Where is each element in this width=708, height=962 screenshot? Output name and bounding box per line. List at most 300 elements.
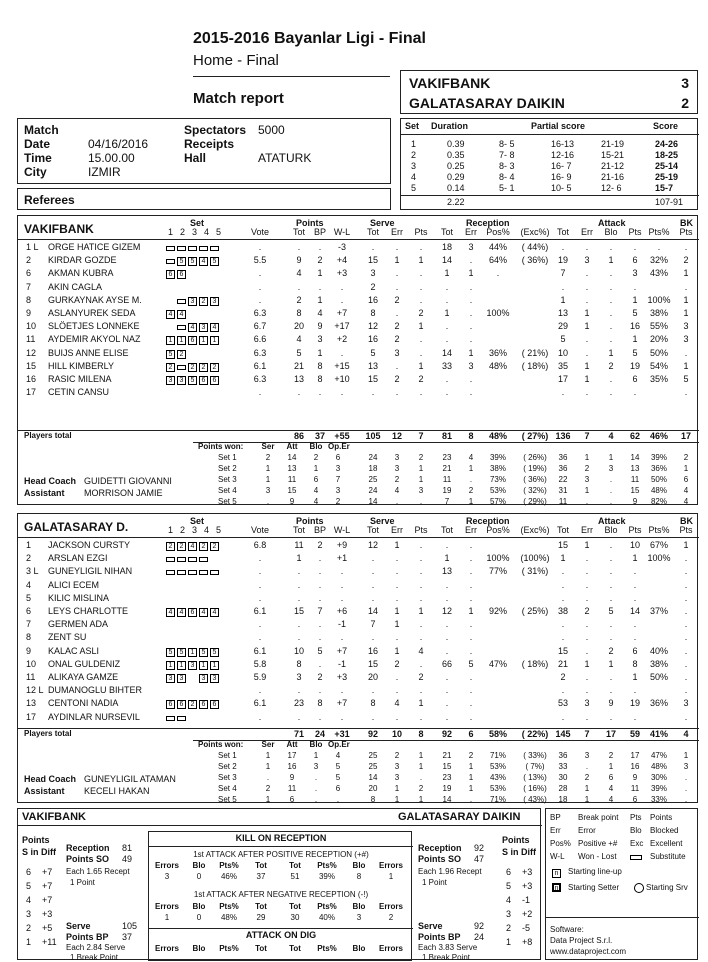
stat-r_tot: . bbox=[445, 281, 449, 292]
pw-blo: 6 bbox=[313, 475, 319, 484]
stat-s_pts: . bbox=[419, 242, 423, 252]
player-name: BUIJS ANNE ELISE bbox=[48, 347, 129, 358]
header-divider bbox=[18, 239, 699, 240]
set-stat-s_tot: 24 bbox=[368, 486, 378, 495]
stat-a_blo: 2 bbox=[608, 645, 614, 656]
stat-s_tot: 5 bbox=[370, 347, 376, 358]
pos-value: 0 bbox=[196, 872, 202, 881]
player-name: AKMAN KUBRA bbox=[48, 268, 114, 279]
stat-tot: 20 bbox=[293, 321, 304, 332]
player-name: KILIC MISLINA bbox=[48, 592, 110, 603]
assistant-name: KECELI HAKAN bbox=[84, 786, 150, 796]
neg-value: 30 bbox=[290, 913, 300, 922]
partial-21: 21-16 bbox=[601, 172, 625, 182]
player-name: SLÖETJES LONNEKE bbox=[48, 321, 140, 332]
stat-tot: 23 bbox=[293, 698, 304, 709]
pw-op: 5 bbox=[335, 773, 341, 782]
stat-a_ptsp: 67% bbox=[649, 540, 668, 550]
partial-21: 21-12 bbox=[601, 161, 625, 171]
set-duration: 0.35 bbox=[447, 150, 465, 160]
set-rotation-box: 3 bbox=[199, 674, 208, 683]
total-tot: 86 bbox=[293, 431, 304, 441]
stat-wl: +10 bbox=[334, 374, 350, 384]
stat-a_pts: 14 bbox=[629, 606, 640, 616]
stat-vote: 6.1 bbox=[253, 645, 267, 656]
stat-a_tot: 2 bbox=[560, 672, 566, 682]
each-serve-a: Each 2.84 Serve bbox=[66, 943, 126, 952]
player-number: 1 bbox=[26, 540, 32, 550]
stat-s_err: 2 bbox=[394, 658, 400, 669]
stat-tot: . bbox=[297, 632, 301, 643]
reception-label-b: Reception bbox=[418, 843, 462, 853]
stat-r_err: . bbox=[469, 334, 473, 345]
stat-a_blo: . bbox=[609, 321, 613, 332]
stat-s_tot: 15 bbox=[367, 374, 378, 384]
stat-a_err: . bbox=[585, 242, 589, 252]
stat-a_pts: 1 bbox=[632, 553, 638, 564]
stat-a_pts: . bbox=[633, 242, 637, 252]
player-name: KALAC ASLI bbox=[48, 645, 100, 656]
set-stat-a_err: 3 bbox=[584, 475, 590, 484]
stat-tot: 1 bbox=[296, 553, 302, 564]
pw-ser: 1 bbox=[265, 475, 271, 484]
stat-s_tot: . bbox=[371, 566, 375, 577]
kill-col-header: Errors bbox=[378, 902, 403, 911]
serve-header: Serve bbox=[370, 218, 395, 228]
set-stat-a_blo: . bbox=[609, 475, 613, 484]
col-header-r_pos: Pos% bbox=[486, 525, 510, 535]
stat-a_tot: . bbox=[561, 387, 565, 398]
stat-bk: . bbox=[684, 672, 688, 682]
set-played-marker bbox=[166, 259, 175, 264]
stat-tot: 10 bbox=[293, 645, 304, 656]
set-rotation-box: 6 bbox=[166, 270, 175, 279]
partial-8: 5- 1 bbox=[499, 183, 515, 193]
set-rotation-box: 1 bbox=[210, 661, 219, 670]
stat-tot: 2 bbox=[296, 294, 302, 305]
legend-starting: Starting line-up bbox=[568, 867, 622, 876]
stat-s_err: . bbox=[395, 308, 399, 318]
stat-s_pts: . bbox=[419, 294, 423, 305]
stat-a_blo: . bbox=[609, 268, 613, 279]
stat-tot: 13 bbox=[293, 374, 304, 384]
col-header-r_pos: Pos% bbox=[486, 227, 510, 237]
player-number: 12 L bbox=[26, 685, 44, 696]
stat-r_pos: 92% bbox=[488, 606, 507, 616]
stat-a_tot: 15 bbox=[557, 645, 568, 656]
col-header-bp: BP bbox=[313, 525, 326, 535]
rotation-s: 5 bbox=[506, 881, 512, 891]
stat-bk: 5 bbox=[683, 374, 689, 384]
stat-s_tot: 8 bbox=[370, 308, 376, 318]
stat-r_exc: ( 44%) bbox=[521, 242, 549, 252]
stat-s_tot: 14 bbox=[367, 606, 378, 616]
set-row-label: Set 1 bbox=[218, 751, 237, 760]
stat-s_err: 2 bbox=[394, 321, 400, 332]
player-number: 4 bbox=[26, 579, 32, 590]
stat-r_exc: ( 25%) bbox=[521, 606, 549, 616]
stat-tot: 9 bbox=[296, 255, 302, 266]
pw-header: Att bbox=[286, 442, 298, 451]
stat-r_err: . bbox=[469, 321, 473, 332]
legend-box bbox=[545, 808, 698, 960]
pw-att: 15 bbox=[287, 486, 297, 495]
set-rotation-box: 4 bbox=[199, 608, 208, 617]
stat-a_tot: . bbox=[561, 566, 565, 577]
player-number: 11 bbox=[26, 334, 36, 345]
stat-r_err: . bbox=[469, 540, 473, 550]
legend-key: Exc bbox=[630, 839, 644, 848]
stat-a_blo: . bbox=[609, 711, 613, 722]
pw-op: 3 bbox=[335, 464, 341, 473]
stat-s_pts: . bbox=[419, 579, 423, 590]
stat-a_blo: . bbox=[609, 685, 613, 696]
pw-op: . bbox=[336, 795, 340, 804]
stat-bk: . bbox=[684, 658, 688, 669]
stat-a_err: . bbox=[585, 294, 589, 305]
set-duration: 0.29 bbox=[447, 172, 465, 182]
partial-16: 16- 9 bbox=[551, 172, 572, 182]
stat-a_blo: . bbox=[609, 619, 613, 630]
dig-col-header: Tot bbox=[255, 944, 267, 953]
pos-title: 1st ATTACK AFTER POSITIVE RECEPTION (+#) bbox=[193, 850, 369, 859]
set-stat-s_pts: 1 bbox=[418, 464, 424, 473]
col-header-r_tot: Tot bbox=[440, 227, 453, 237]
stat-bk: 3 bbox=[683, 698, 689, 709]
set-score: 18-25 bbox=[655, 150, 679, 160]
set-header: Set bbox=[190, 218, 205, 228]
total-s_pts: 7 bbox=[418, 431, 424, 441]
final-score-box bbox=[400, 70, 698, 114]
set-stat-s_err: 3 bbox=[394, 464, 400, 473]
stat-a_blo: . bbox=[609, 374, 613, 384]
stat-a_blo: . bbox=[609, 294, 613, 305]
set-stat-r_tot: 14 bbox=[442, 795, 452, 804]
stat-vote: . bbox=[258, 711, 262, 722]
set-rotation-box: 4 bbox=[177, 310, 186, 319]
set-stat-a_err: 1 bbox=[584, 784, 590, 793]
stat-s_tot: 20 bbox=[367, 672, 378, 682]
team-b-name: GALATASARAY DAIKIN bbox=[409, 95, 565, 111]
set-stat-r_exc: ( 36%) bbox=[523, 475, 547, 484]
legend-setter: Starting Setter bbox=[568, 883, 620, 892]
stat-r_err: . bbox=[469, 566, 473, 577]
col-header-a_tot: Tot bbox=[556, 525, 569, 535]
stat-s_err: 2 bbox=[394, 374, 400, 384]
stat-r_pos: 77% bbox=[488, 566, 507, 577]
stat-a_err: . bbox=[585, 387, 589, 398]
stat-r_tot: 33 bbox=[441, 360, 452, 371]
stat-s_err: . bbox=[395, 592, 399, 603]
assistant-name: MORRISON JAMIE bbox=[84, 488, 163, 498]
team-name: GALATASARAY D. bbox=[24, 520, 129, 534]
stat-a_tot: 17 bbox=[557, 374, 568, 384]
stat-a_err: 1 bbox=[584, 321, 590, 332]
stat-bp: . bbox=[318, 658, 322, 669]
player-number: 13 bbox=[26, 698, 37, 709]
stat-s_tot: 16 bbox=[367, 294, 378, 305]
set-stat-r_err: 2 bbox=[468, 486, 474, 495]
set-stat-r_tot: 23 bbox=[442, 453, 452, 462]
serve-value-a: 105 bbox=[122, 921, 138, 931]
pointsbp-value-b: 24 bbox=[474, 932, 485, 942]
player-name: GERMEN ADA bbox=[48, 619, 109, 630]
stat-r_err: . bbox=[469, 698, 473, 709]
rotation-s: 2 bbox=[26, 923, 32, 933]
pw-blo: . bbox=[314, 795, 318, 804]
stat-r_err: 1 bbox=[468, 268, 474, 279]
attack-header: Attack bbox=[598, 218, 626, 228]
col-header-vote: Vote bbox=[250, 525, 270, 535]
set-stat-a_ptsp: 33% bbox=[650, 795, 667, 804]
stat-r_err: . bbox=[469, 579, 473, 590]
set-stat-a_pts: 11 bbox=[630, 784, 640, 793]
set-stat-s_pts: 1 bbox=[418, 751, 424, 760]
stat-wl: +15 bbox=[334, 360, 350, 371]
total-divider bbox=[18, 728, 699, 729]
set-stat-a_ptsp: 48% bbox=[650, 762, 667, 771]
stat-r_tot: . bbox=[445, 294, 449, 305]
pw-op: 3 bbox=[335, 486, 341, 495]
stat-a_tot: 5 bbox=[560, 334, 566, 345]
stat-a_pts: 5 bbox=[632, 308, 638, 318]
total-r_pos: 58% bbox=[488, 729, 507, 739]
stat-wl: . bbox=[340, 566, 344, 577]
stat-tot: 15 bbox=[293, 606, 304, 616]
player-name: DUMANOGLU BIHTER bbox=[48, 685, 143, 696]
stat-s_err: . bbox=[395, 242, 399, 252]
header-divider bbox=[18, 537, 699, 538]
team-b-section bbox=[17, 513, 698, 803]
set-rotation-box: 3 bbox=[166, 674, 175, 683]
player-number: 6 bbox=[26, 606, 32, 616]
legend-value: Blocked bbox=[650, 826, 679, 835]
stat-s_pts: 1 bbox=[418, 255, 424, 266]
pos-value: 39% bbox=[318, 872, 335, 881]
set-number: 5 bbox=[411, 183, 417, 193]
set-stat-a_tot: 36 bbox=[558, 751, 568, 760]
team-a-section bbox=[17, 215, 698, 505]
points-header: Points bbox=[296, 218, 324, 228]
total-s_pts: 8 bbox=[418, 729, 424, 739]
set-stat-s_tot: 25 bbox=[368, 751, 378, 760]
player-name: ONAL GULDENIZ bbox=[48, 658, 121, 669]
set-stat-a_blo: 6 bbox=[608, 773, 614, 782]
col-header-a_pts: Pts bbox=[628, 525, 642, 535]
set-number: 3 bbox=[411, 161, 417, 171]
set-stat-s_err: 1 bbox=[394, 795, 400, 804]
total-a_ptsp: 46% bbox=[649, 431, 668, 441]
stat-s_pts: 4 bbox=[418, 645, 424, 656]
set-stat-s_tot: 20 bbox=[368, 784, 378, 793]
pw-op: 4 bbox=[335, 751, 341, 760]
stat-s_err: 1 bbox=[394, 606, 400, 616]
set-stat-r_exc: ( 32%) bbox=[523, 486, 547, 495]
city-value: IZMIR bbox=[88, 165, 121, 179]
set-stat-s_err: 2 bbox=[394, 751, 400, 760]
total-a_err: 7 bbox=[584, 431, 590, 441]
rotation-s: 2 bbox=[506, 923, 512, 933]
stat-vote: . bbox=[258, 579, 262, 590]
stat-r_tot: . bbox=[445, 619, 449, 630]
neg-value: 40% bbox=[318, 913, 335, 922]
set-played-marker bbox=[210, 570, 219, 575]
pw-blo: 1 bbox=[313, 464, 319, 473]
stat-s_err: . bbox=[395, 268, 399, 279]
set-stat-a_err: 3 bbox=[584, 751, 590, 760]
rotation-s: 5 bbox=[26, 881, 32, 891]
set-row-label: Set 2 bbox=[218, 762, 237, 771]
stat-wl: . bbox=[340, 281, 344, 292]
stat-r_tot: . bbox=[445, 334, 449, 345]
set-stat-r_pos: 39% bbox=[489, 453, 506, 462]
dig-divider bbox=[149, 928, 413, 929]
player-name: AKIN CAGLA bbox=[48, 281, 103, 292]
stat-a_ptsp: . bbox=[657, 242, 661, 252]
stat-r_tot: . bbox=[445, 645, 449, 656]
set-stat-bk: 3 bbox=[683, 762, 689, 771]
set-rotation-box: 4 bbox=[210, 608, 219, 617]
set-stat-s_tot: 18 bbox=[368, 464, 378, 473]
player-number: 8 bbox=[26, 632, 32, 643]
set-stat-a_ptsp: 48% bbox=[650, 486, 667, 495]
stat-a_blo: . bbox=[609, 566, 613, 577]
stat-a_err: 1 bbox=[584, 374, 590, 384]
stat-a_ptsp: 38% bbox=[649, 308, 668, 318]
stat-s_err: . bbox=[395, 672, 399, 682]
rotation-diff: +5 bbox=[42, 923, 53, 933]
stat-s_err: . bbox=[395, 711, 399, 722]
set-rotation-box: 2 bbox=[188, 363, 197, 372]
set-stat-a_ptsp: 39% bbox=[650, 784, 667, 793]
set-rotation-box: 3 bbox=[166, 376, 175, 385]
stat-r_err: . bbox=[469, 281, 473, 292]
stat-wl: . bbox=[340, 685, 344, 696]
set-stat-r_tot: 23 bbox=[442, 773, 452, 782]
stat-a_err: . bbox=[585, 645, 589, 656]
referees-box bbox=[17, 188, 391, 210]
set-rotation-box: 1 bbox=[177, 661, 186, 670]
stat-a_err: . bbox=[585, 566, 589, 577]
set-stat-s_pts: 1 bbox=[418, 762, 424, 771]
stat-a_err: . bbox=[585, 592, 589, 603]
dig-title: ATTACK ON DIG bbox=[245, 930, 317, 940]
total-a_blo: 17 bbox=[605, 729, 616, 739]
neg-title: 1st ATTACK AFTER NEGATIVE RECEPTION (-!) bbox=[193, 890, 369, 899]
stat-bp: 9 bbox=[317, 321, 323, 332]
set-rotation-box: 4 bbox=[199, 257, 208, 266]
hall-label: Hall bbox=[184, 151, 207, 165]
stat-r_pos: 100% bbox=[486, 553, 510, 564]
stat-tot: . bbox=[297, 711, 301, 722]
stat-s_tot: 16 bbox=[367, 645, 378, 656]
stat-tot: 8 bbox=[296, 658, 302, 669]
set-stat-r_tot: 21 bbox=[442, 751, 452, 760]
page-title: 2015-2016 Bayanlar Ligi - Final bbox=[193, 30, 426, 47]
stat-s_pts: . bbox=[419, 334, 423, 345]
stat-bk: . bbox=[684, 566, 688, 577]
legend-divider bbox=[546, 917, 699, 918]
rotation-s: 1 bbox=[506, 937, 512, 947]
stat-a_pts: 8 bbox=[632, 658, 638, 669]
pw-att: 17 bbox=[287, 751, 297, 760]
set-stat-r_err: 1 bbox=[468, 773, 474, 782]
stat-s_pts: . bbox=[419, 658, 423, 669]
set-stat-s_err: . bbox=[395, 497, 399, 506]
set-rotation-box: 2 bbox=[199, 297, 208, 306]
player-number: 2 bbox=[26, 255, 32, 266]
stat-a_tot: 10 bbox=[557, 347, 568, 358]
summary-team-b: GALATASARAY DAIKIN bbox=[398, 811, 521, 823]
one-point-a: 1 Point bbox=[70, 878, 95, 887]
pw-att: 13 bbox=[287, 464, 297, 473]
set-rotation-box: 3 bbox=[177, 674, 186, 683]
pw-blo: 4 bbox=[313, 497, 319, 506]
neg-value: 3 bbox=[356, 913, 362, 922]
player-name: AYDINLAR NURSEVIL bbox=[48, 711, 140, 722]
set-played-marker bbox=[166, 570, 175, 575]
pw-blo: . bbox=[314, 773, 318, 782]
stat-vote: . bbox=[258, 566, 262, 577]
pw-att: 16 bbox=[287, 762, 297, 771]
stat-a_ptsp: 54% bbox=[649, 360, 668, 371]
set-stat-s_err: 3 bbox=[394, 762, 400, 771]
assistant-label: Assistant bbox=[24, 786, 65, 796]
set-rotation-box: 2 bbox=[177, 542, 186, 551]
stat-a_err: . bbox=[585, 579, 589, 590]
stat-bp: 4 bbox=[317, 308, 323, 318]
stat-vote: 6.3 bbox=[253, 308, 267, 318]
stat-vote: 6.1 bbox=[253, 360, 267, 371]
break-point-a: 1 Break Point bbox=[70, 953, 119, 962]
score-col-header: Score bbox=[653, 121, 679, 131]
set-stat-bk: 4 bbox=[683, 486, 689, 495]
stat-a_ptsp: 100% bbox=[647, 553, 671, 564]
stat-a_ptsp: 32% bbox=[649, 255, 668, 266]
stat-a_pts: 19 bbox=[629, 360, 640, 371]
col-header-r_err: Err bbox=[465, 525, 477, 535]
points-label-right: Points bbox=[502, 835, 530, 845]
pw-ser: 2 bbox=[265, 784, 271, 793]
set-rotation-box: 6 bbox=[188, 608, 197, 617]
partial-16: 16-13 bbox=[551, 139, 575, 149]
set-stat-r_err: 1 bbox=[468, 497, 474, 506]
stat-vote: . bbox=[258, 619, 262, 630]
stat-bk: 2 bbox=[683, 255, 689, 266]
set-stat-s_tot: 8 bbox=[370, 795, 376, 804]
stat-wl: -1 bbox=[337, 658, 346, 669]
set-stat-bk: 1 bbox=[683, 464, 689, 473]
col-header-s_err: Err bbox=[391, 525, 403, 535]
player-name: LEYS CHARLOTTE bbox=[48, 606, 129, 616]
set-played-marker bbox=[177, 325, 186, 330]
set-played-marker bbox=[188, 557, 197, 562]
kill-col-header: Pts% bbox=[219, 902, 239, 911]
set-stat-r_pos: 73% bbox=[489, 475, 506, 484]
stat-a_pts: 5 bbox=[632, 347, 638, 358]
pw-att: 14 bbox=[287, 453, 297, 462]
stat-bp: . bbox=[318, 619, 322, 630]
dig-col-header: Errors bbox=[154, 944, 179, 953]
stat-a_tot: . bbox=[561, 281, 565, 292]
set-rotation-box: 2 bbox=[199, 542, 208, 551]
stat-r_tot: . bbox=[445, 374, 449, 384]
rotation-s: 1 bbox=[26, 937, 32, 947]
each-recept-a: Each 1.65 Recept bbox=[66, 867, 130, 876]
total-bk: 4 bbox=[683, 729, 689, 739]
dig-col-header: Tot bbox=[289, 944, 301, 953]
set-stat-a_tot: 31 bbox=[558, 486, 568, 495]
